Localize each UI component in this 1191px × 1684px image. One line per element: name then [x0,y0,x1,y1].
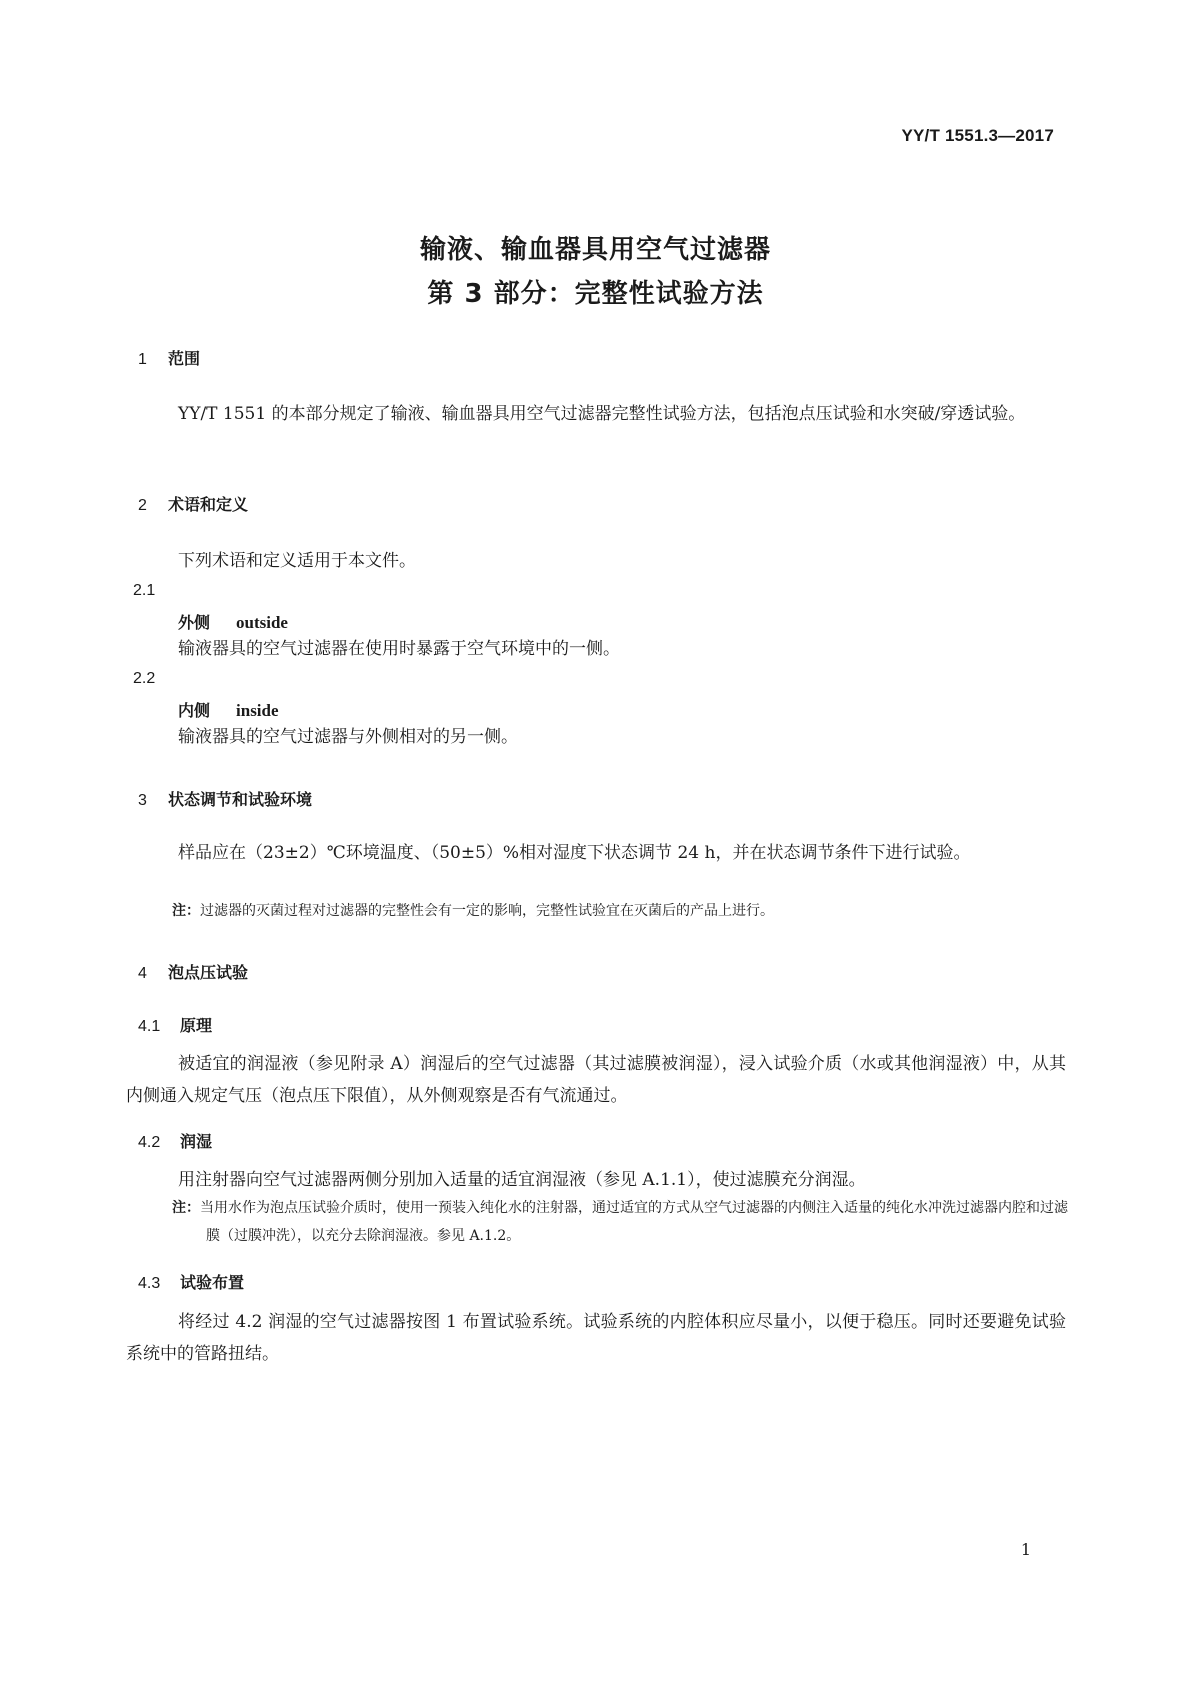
section-2-heading [138,492,248,515]
section-number: 4 [138,965,147,982]
term-en: inside [236,701,279,720]
term-en: outside [236,613,288,632]
section-4-1-paragraph: 被适宜的润湿液（参见附录 A）润湿后的空气过滤器（其过滤膜被润湿），浸入试验介质（水或其他润湿液）中，从其内侧通入规定气压（泡点压下限值），从外侧观察是否有气流通过。 [126,1054,1066,1106]
term-2-2 [178,698,279,721]
section-number: 4.3 [138,1275,161,1292]
section-title: 原理 [180,1016,213,1035]
note-text: 过滤器的灭菌过程对过滤器的完整性会有一定的影响，完整性试验宜在灭菌后的产品上进行。 [200,903,774,919]
note-label: 注： [172,903,200,919]
page-number: 1 [1020,1540,1031,1559]
term-2-1-definition: 输液器具的空气过滤器在使用时暴露于空气环境中的一侧。 [178,639,620,659]
section-title: 状态调节和试验环境 [168,790,313,809]
term-2-1 [178,610,288,633]
term-2-2-definition: 输液器具的空气过滤器与外侧相对的另一侧。 [178,727,518,747]
section-title: 试验布置 [180,1273,245,1292]
section-4-1-heading [138,1013,212,1036]
note-text: 当用水作为泡点压试验介质时，使用一预装入纯化水的注射器，通过适宜的方式从空气过滤器的内侧注入适量的纯化水冲洗过滤器内腔和过滤膜（过膜冲洗），以充分去除润湿液。参见 A.1.2。 [200,1200,1068,1244]
section-title: 润湿 [180,1132,213,1151]
section-4-heading [138,960,248,983]
term-zh: 内侧 [178,701,211,720]
section-title: 术语和定义 [168,495,249,514]
section-4-2-heading [138,1129,212,1152]
section-3-note [172,897,1072,925]
section-number: 4.1 [138,1018,161,1035]
document-title-line1: 输液、输血器具用空气过滤器 [419,235,771,265]
section-1-paragraph: YY/T 1551 的本部分规定了输液、输血器具用空气过滤器完整性试验方法，包括泡点压试验和水突破/穿透试验。 [178,404,1026,424]
standard-code: YY/T 1551.3—2017 [901,126,1054,145]
section-4-3-heading [138,1270,244,1293]
note-label: 注： [172,1200,200,1216]
section-4-2-note [172,1194,1072,1250]
section-2-intro: 下列术语和定义适用于本文件。 [178,551,416,571]
section-1-heading [138,346,200,369]
section-title: 泡点压试验 [168,963,249,982]
term-2-2-number: 2.2 [133,670,156,687]
term-2-1-number: 2.1 [133,582,156,599]
section-4-3-paragraph: 将经过 4.2 润湿的空气过滤器按图 1 布置试验系统。试验系统的内腔体积应尽量小，以便于稳压。同时还要避免试验系统中的管路扭结。 [126,1312,1066,1364]
section-number: 3 [138,792,147,809]
section-number: 2 [138,497,147,514]
section-3-heading [138,787,312,810]
section-number: 1 [138,351,147,368]
section-4-2-paragraph: 用注射器向空气过滤器两侧分别加入适量的适宜润湿液（参见 A.1.1），使过滤膜充分润湿。 [178,1170,866,1190]
section-3-paragraph: 样品应在（23±2）℃环境温度、（50±5）%相对湿度下状态调节 24 h，并在状态调节条件下进行试验。 [178,843,971,863]
section-number: 4.2 [138,1134,161,1151]
term-zh: 外侧 [178,613,211,632]
section-title: 范围 [168,349,201,368]
document-title-line2: 第 3 部分：完整性试验方法 [427,279,764,309]
